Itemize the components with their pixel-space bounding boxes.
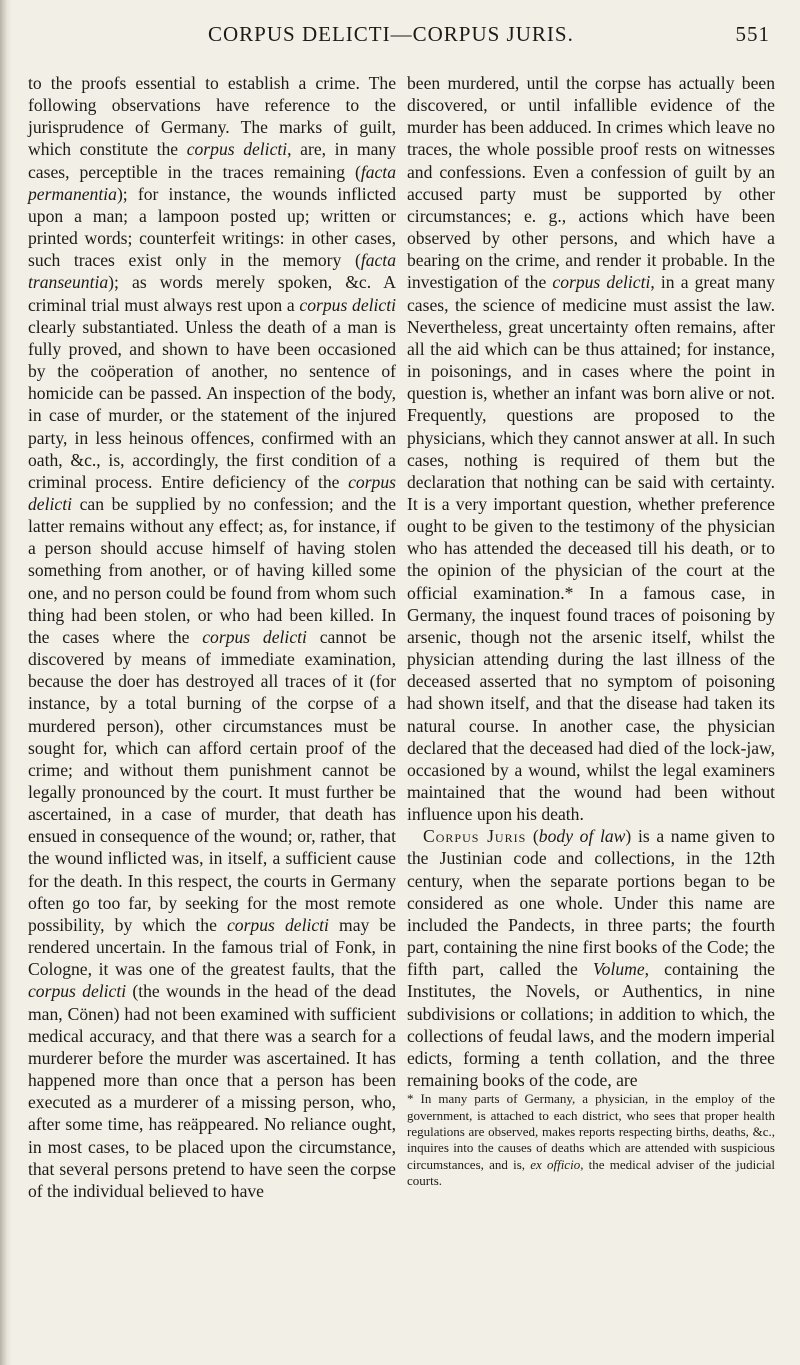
body-text: clearly substantiated. Unless the death of a man is fully proved, and shown to have been occasioned by the coöperation of another, no sentence of homicide can be passed. An inspection of the body, in case of murder, or the statement of the injured party, in less heinous offences, confirmed with an oath, &c., is, accordingly, the first condition of a criminal process. Entire deficiency of the: [28, 316, 396, 492]
left-column: [28, 72, 396, 1202]
paragraph-corpus-juris: [407, 825, 775, 1091]
right-column: [407, 72, 775, 1190]
emphasis: Volume: [592, 959, 645, 980]
emphasis: corpus delicti: [28, 981, 127, 1002]
scan-binding-shadow: [0, 0, 12, 1365]
paragraph: [407, 72, 775, 825]
emphasis: corpus delicti: [186, 139, 288, 160]
footnote: [407, 1091, 775, 1189]
entry-headword: Corpus Juris: [423, 826, 527, 847]
body-text: ); as words merely spoken, &c. A criminal trial must always rest upon a: [28, 272, 396, 315]
emphasis: corpus delicti: [299, 294, 396, 315]
page-number: 551: [735, 22, 770, 46]
running-title: CORPUS DELICTI—CORPUS JURIS.: [208, 22, 574, 46]
body-text: ); for instance, the wounds inflicted upon a man; a lampoon posted up; written or printed words; counterfeit writings: in other cases, such traces exist only in the memory (: [28, 183, 396, 271]
emphasis: facta permanentia: [28, 161, 396, 204]
body-text: , in a great many cases, the science of medicine must assist the law. Nevertheless, great uncertainty often remains, after all the aid which can be thus attained; for instance, in poisonings, and in cases where the point in question is, whether an infant was born alive or not. Frequently, questions are proposed to the physicians, which they cannot answer at all. In such cases, nothing is required of them but the declaration that nothing can be said with certainty. It is a very important question, whether preference ought to be given to the testimony of the physician who has attended the deceased till his death, or to the opinion of the physician of the court at the official examination.* In a famous case, in Germany, the inquest found traces of poisoning by arsenic, though not the arsenic itself, whilst the physician attending during the last illness of the deceased asserted that no symptom of poisoning had shown itself, and that the disease had taken its natural course. In another case, the physician declared that the deceased had died of the lock-jaw, occasioned by a wound, whilst the legal examiners maintained that the wound had been without influence upon his death.: [407, 272, 775, 825]
emphasis: body of law: [538, 826, 626, 847]
body-text: ) is a name given to the Justinian code and collections, in the 12th century, when the separate portions began to be considered as one whole. Under this name are included the Pandects, in three parts; the fourth part, containing the nine first books of the Code; the fifth part, called the: [407, 826, 775, 980]
body-text: can be supplied by no confession; and the latter remains without any effect; as, for instance, if a person should accuse himself of having stolen something from another, or of having killed some one, and no person could be found from whom such thing had been stolen, or who had been killed. In the cases where the: [28, 493, 396, 647]
body-text: may be rendered uncertain. In the famous trial of Fonk, in Cologne, it was one of the greatest faults, that the: [28, 914, 396, 980]
emphasis: ex officio: [530, 1156, 581, 1172]
body-text: cannot be discovered by means of immediate examination, because the doer has destroyed all traces of it (for instance, by a total burning of the corpse of a murdered person), other circumstances must be sought for, which can afford certain proof of the crime; and without them punishment cannot be legally pronounced by the court. It must further be ascertained, in a case of murder, that death has ensued in consequence of the wound; or, rather, that the wound inflicted was, in itself, a sufficient cause for the death. In this respect, the courts in Germany often go too far, by seeking for the most remote possibility, by which the: [28, 626, 396, 935]
paragraph: [28, 72, 396, 1202]
footnote-text: , the medical adviser of the judicial courts.: [407, 1156, 776, 1189]
body-text: , containing the Institutes, the Novels, or Authentics, in nine subdivisions or collations; in addition to which, the collections of feudal laws, and the modern imperial edicts, forming a tenth collation, and the three remaining books of the code, are: [407, 959, 775, 1091]
body-text: (: [526, 826, 539, 847]
emphasis: facta transeuntia: [28, 250, 396, 293]
footnote-text: * In many parts of Germany, a physician, in the employ of the government, is attached to each district, who sees that proper health regulations are observed, makes reports respecting births, deaths, &c., inquires into the causes of deaths which are attended with suspicious circumstances, and is,: [407, 1091, 775, 1172]
body-text: to the proofs essential to establish a crime. The following observations have reference to the jurisprudence of Germany. The marks of guilt, which constitute the: [28, 73, 396, 160]
body-text: , are, in many cases, perceptible in the traces remaining (: [28, 139, 397, 182]
running-header: [60, 22, 770, 52]
emphasis: corpus delicti: [28, 471, 396, 514]
emphasis: corpus delicti: [552, 272, 651, 293]
emphasis: corpus delicti: [226, 914, 329, 935]
body-text: been murdered, until the corpse has actually been discovered, or until infallible evidence of the murder has been adduced. In crimes which leave no traces, the whole possible proof rests on witnesses and confessions. Even a confession of guilt by an accused party must be supported by other circumstances; e. g., actions which have been observed by other persons, and which have a bearing on the crime, and render it probable. In the investigation of the: [407, 73, 775, 293]
body-text: (the wounds in the head of the dead man, Cönen) had not been examined with sufficient medical accuracy, and that there was a search for a murderer before the murder was ascertained. It has happened more than once that a person has been executed as a murderer of a missing person, who, after some time, has reäppeared. No reliance ought, in most cases, to be placed upon the circumstance, that several persons pretend to have seen the corpse of the individual believed to have: [28, 981, 396, 1201]
emphasis: corpus delicti: [202, 626, 307, 647]
